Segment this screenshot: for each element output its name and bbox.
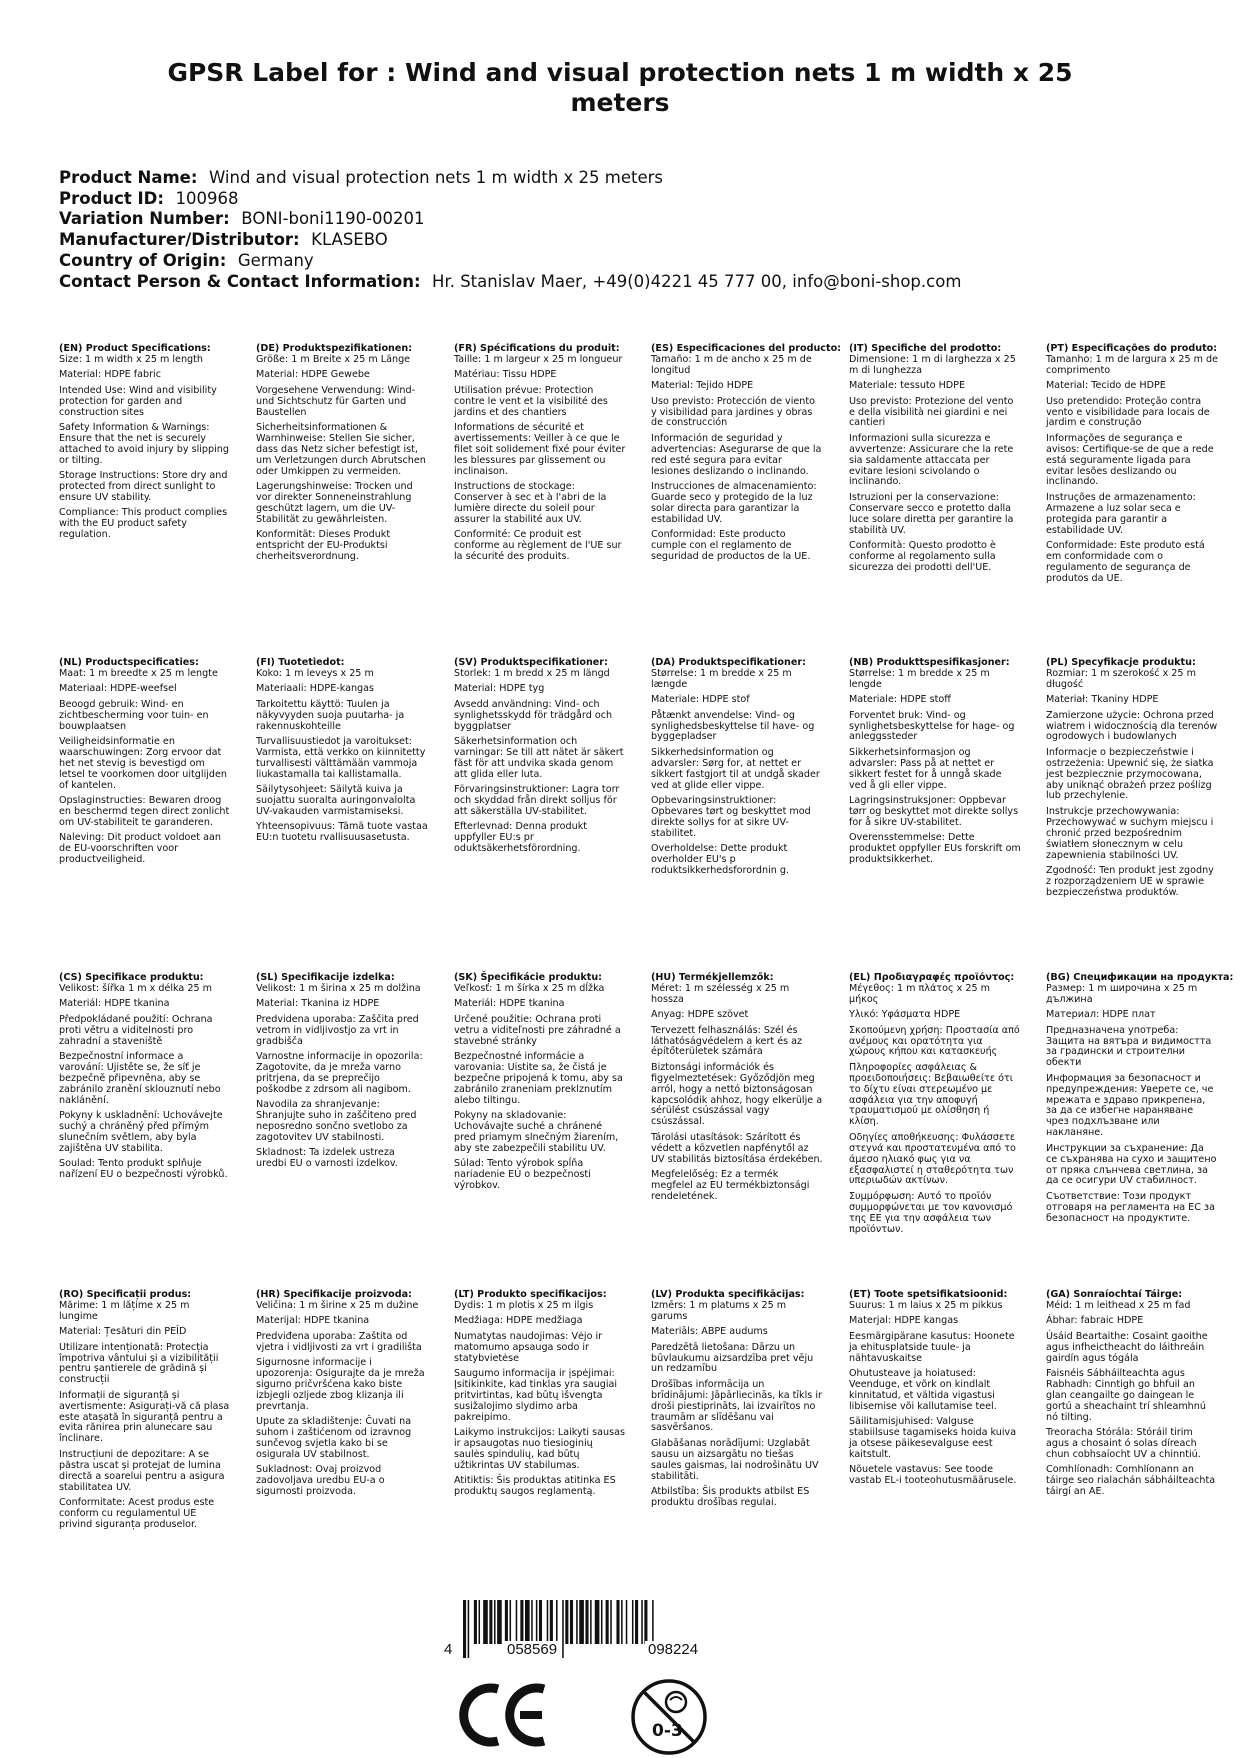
spec-paragraph: Tarkoitettu käyttö: Tuulen ja näkyvyyden suoja puutarha- ja rakennuskohteille (256, 698, 405, 732)
spec-paragraph: Suurus: 1 m laius x 25 m pikkus (849, 1299, 1003, 1311)
spec-paragraph: Dydis: 1 m plotis x 25 m ilgis (454, 1299, 594, 1311)
spec-paragraph: Rozmiar: 1 m szerokość x 25 m długość (1046, 667, 1196, 690)
spec-paragraph: Uso previsto: Protección de viento y visibilidad para jardines y obras de construcción (651, 395, 816, 429)
barcode-bar (474, 1600, 477, 1644)
spec-paragraph: Størrelse: 1 m bredde x 25 m lengde (849, 667, 990, 690)
language-heading: (SL) Specifikacije izdelka: (256, 972, 395, 983)
spec-paragraph: Turvallisuustiedot ja varoitukset: Varmista, että verkko on kiinnitetty turvallisesti välttämään vammoja liukastamalla tai kallistamalla. (256, 735, 426, 780)
barcode-bar (579, 1600, 584, 1644)
info-row (59, 272, 1199, 293)
language-heading: (GA) Sonraíochtaí Táirge: (1046, 1289, 1183, 1300)
spec-paragraph: Sicherheitsinformationen & Warnhinweise: Stellen Sie sicher, dass das Netz sicher befestigt ist, um Verletzungen durch Abrutschen oder Umkippen zu vermeiden. (256, 421, 426, 477)
spec-paragraph: Größe: 1 m Breite x 25 m Länge (256, 353, 411, 365)
language-block (256, 344, 428, 567)
barcode-bar (565, 1600, 568, 1644)
spec-paragraph: Nõuetele vastavus: See toode vastab EL-i tooteohutusmäärusele. (849, 1464, 1017, 1487)
language-block (1046, 1290, 1218, 1502)
language-heading: (EL) Προδιαγραφές προϊόντος: (849, 972, 1015, 983)
spec-paragraph: Určené použitie: Ochrana proti vetru a viditeľnosti pre záhradné a stavebné stránky (454, 1013, 621, 1047)
spec-paragraph: Οδηγίες αποθήκευσης: Φυλάσσετε στεγνά και προστατευμένα από το άμεσο ηλιακό φως για να εξασφαλιστεί η σταθερότητα των υπεριωδών ακτίνων. (849, 1131, 1016, 1187)
spec-paragraph: Sikkerhedsinformation og advarsler: Sørg for, at nettet er sikkert fastgjort til at undgå skader ved at glide eller vippe. (651, 746, 820, 791)
spec-paragraph: Numatytas naudojimas: Vėjo ir matomumo apsauga sodo ir statybvietėse (454, 1330, 603, 1364)
spec-paragraph: Sigurnosne informacije i upozorenja: Osigurajte da je mreža sigurno pričvršćena kako biste izbjegli ozljede zbog klizanja ili prevrtanja. (256, 1357, 425, 1412)
spec-paragraph: Overholdelse: Dette produkt overholder EU's p roduktsikkerhedsforordnin g. (651, 843, 790, 876)
barcode-bar (516, 1600, 518, 1644)
language-heading: (SV) Produktspecifikationer: (454, 657, 608, 668)
spec-paragraph: Tamanho: 1 m de largura x 25 m de comprimento (1046, 353, 1219, 376)
ce-mark-icon (458, 1683, 550, 1747)
spec-paragraph: Storlek: 1 m bredd x 25 m längd (454, 667, 610, 679)
info-value: Germany (237, 250, 314, 270)
barcode-bar (520, 1600, 523, 1644)
spec-paragraph: Faisnéis Sábháilteachta agus Rabhadh: Cinntigh go bhfuil an glan ceangailte go daingean le gortú a sheachaint trí shleamhnú nó tilting. (1046, 1367, 1206, 1423)
spec-paragraph: Informações de segurança e avisos: Certifique-se de que a rede está seguramente ligada para evitar lesões deslizando ou inclinando. (1046, 432, 1214, 488)
spec-paragraph: Instrucțiuni de depozitare: A se păstra uscat și protejat de lumina directă a soarelui pentru a asigura stabilitatea UV. (59, 1448, 225, 1493)
language-heading: (EN) Product Specifications: (59, 343, 211, 354)
language-heading: (IT) Specifiche del prodotto: (849, 343, 1002, 354)
spec-paragraph: Comhlíonadh: Comhlíonann an táirge seo rialachán sábháilteachta táirgí an AE. (1046, 1464, 1216, 1497)
spec-paragraph: Material: Țesături din PEÎD (59, 1326, 187, 1338)
language-block (651, 343, 842, 567)
language-block (849, 658, 1021, 870)
spec-paragraph: Upute za skladištenje: Čuvati na suhom i zaštićenom od izravnog sunčevog svjetla kako bi se osigurala UV stabilnost. (256, 1416, 412, 1460)
barcode-bar (644, 1600, 647, 1644)
language-block (256, 1290, 428, 1502)
spec-paragraph: Veličina: 1 m širine x 25 m dužine (256, 1299, 419, 1311)
spec-paragraph: Размер: 1 m широчина x 25 m дължина (1046, 982, 1198, 1005)
info-label: Manufacturer/Distributor: (59, 230, 300, 250)
barcode-bar (562, 1600, 564, 1658)
spec-paragraph: Tárolási utasítások: Szárított és védett a közvetlen napfénytől az UV stabilitás biztosítása érdekében. (651, 1131, 823, 1165)
spec-paragraph: Förvaringsinstruktioner: Lagra torr och skyddad från direkt solljus för att säkerställa UV-stabilitet. (454, 784, 620, 817)
spec-paragraph: Dimensione: 1 m di larghezza x 25 m di lunghezza (849, 353, 1016, 376)
spec-paragraph: Materiaal: HDPE-weefsel (59, 683, 177, 695)
spec-paragraph: Forventet bruk: Vind- og synlighetsbeskyttelse for hage- og anleggssteder (849, 709, 1015, 743)
spec-paragraph: Biztonsági információk és figyelmeztetések: Győződjön meg arról, hogy a nettó biztonságosan kapcsolódik ahhoz, hogy elkerülje a sérülést csúszással vagy csúszással. (651, 1061, 823, 1128)
spec-paragraph: Informazioni sulla sicurezza e avvertenze: Assicurare che la rete sia saldamente attaccata per evitare lesioni scivolando o inclinando. (849, 432, 1014, 488)
language-block (849, 1290, 1021, 1492)
spec-paragraph: Naleving: Dit product voldoet aan de EU-voorschriften voor productveiligheid. (59, 832, 221, 865)
spec-paragraph: Инструкции за съхранение: Да се съхранява на сухо и защитено от пряка слънчева светлина, за да се осигури UV стабилност. (1046, 1142, 1217, 1187)
barcode-bar (616, 1600, 619, 1644)
spec-paragraph: Méid: 1 m leithead x 25 m fad (1046, 1299, 1191, 1311)
info-label: Product Name: (59, 168, 198, 187)
language-heading: (PL) Specyfikacje produktu: (1046, 657, 1196, 668)
barcode-bar (463, 1600, 466, 1658)
language-block (651, 658, 823, 881)
product-info (59, 168, 1199, 292)
spec-paragraph: Konformität: Dieses Produkt entspricht der EU-Produktsi cherheitsverordnung. (256, 529, 391, 562)
barcode-bar (601, 1600, 603, 1644)
barcode-bar (556, 1600, 558, 1644)
spec-paragraph: Beoogd gebruik: Wind- en zichtbescherming voor tuin- en bouwplaatsen (59, 698, 209, 732)
spec-paragraph: Material: HDPE tyg (454, 683, 545, 695)
spec-paragraph: Medžiaga: HDPE medžiaga (454, 1315, 583, 1327)
info-row (59, 230, 1199, 251)
language-heading: (SK) Špecifikácie produktu: (454, 972, 603, 983)
language-block (256, 658, 428, 849)
barcode-bar (497, 1600, 502, 1644)
info-row (59, 251, 1199, 272)
spec-paragraph: Material: Tejido HDPE (651, 380, 754, 392)
spec-paragraph: Σκοπούμενη χρήση: Προστασία από ανέμους και ορατότητα για χώρους κήπου και κατασκευής (849, 1024, 1020, 1058)
spec-paragraph: Súlad: Tento výrobok spĺňa nariadenie EÚ o bezpečnosti výrobkov. (454, 1158, 591, 1191)
spec-paragraph: Utilizare intenționată: Protecția împotriva vântului și a vizibilității pentru șantierele de grădină și construcții (59, 1341, 219, 1386)
spec-paragraph: Drošības informācija un brīdinājumi: Jāpārliecinās, ka tīkls ir droši piestiprināts, lai izvairītos no traumām ar slīdēšanu vai sasvēršanos. (651, 1378, 822, 1434)
language-block (59, 658, 231, 870)
spec-paragraph: Sikkerhetsinformasjon og advarsler: Pass på at nettet er sikkert festet for å unngå skade ved å gli eller vippe. (849, 746, 1002, 791)
spec-paragraph: Megfelelőség: Ez a termék megfelel az EU termékbiztonsági rendeletének. (651, 1169, 810, 1202)
spec-paragraph: Soulad: Tento produkt splňuje nařízení EU o bezpečnosti výrobků. (59, 1158, 228, 1180)
barcode-bar (610, 1600, 612, 1644)
language-block (454, 658, 626, 860)
spec-paragraph: Πληροφορίες ασφάλειας & προειδοποιήσεις: Βεβαιωθείτε ότι το δίχτυ είναι στερεωμένο με ασφάλεια για την αποφυγή τραυματισμού με ολίσθηση ή κλίση. (849, 1061, 1014, 1128)
language-heading: (NL) Productspecificaties: (59, 657, 199, 668)
spec-paragraph: Zamierzone użycie: Ochrona przed wiatrem i widocznością dla terenów ogrodowych i budowlanych (1046, 709, 1218, 743)
spec-paragraph: Paredzētā lietošana: Dārzu un būvlaukumu aizsardzība pret vēju un redzamību (651, 1341, 814, 1375)
spec-paragraph: Tervezett felhasználás: Szél és láthatóságvédelem a kert és az építőterületek számára (651, 1024, 803, 1058)
barcode-bar (590, 1600, 592, 1644)
spec-paragraph: Информация за безопасност и предупреждения: Уверете се, че мрежата е здраво прикрепена, за да се избегне нараняване чрез подхлъзване или накланяне. (1046, 1072, 1214, 1139)
spec-paragraph: Material: HDPE Gewebe (256, 369, 370, 381)
language-heading: (CS) Specifikace produktu: (59, 972, 204, 983)
spec-paragraph: Uso pretendido: Proteção contra vento e visibilidade para locais de jardim e construção (1046, 395, 1210, 429)
spec-paragraph: Navodila za shranjevanje: Shranjujte suho in zaščiteno pred neposredno sončno svetlobo za zagotovitev UV stabilnosti. (256, 1099, 417, 1143)
language-block (256, 973, 428, 1175)
spec-paragraph: Veiligheidsinformatie en waarschuwingen: Zorg ervoor dat het net stevig is bevestigd om letsel te voorkomen door uitglijden of kantelen. (59, 735, 227, 791)
language-block (59, 1290, 231, 1535)
info-value: Wind and visual protection nets 1 m width x 25 meters (208, 168, 664, 187)
spec-paragraph: Vorgesehene Verwendung: Wind- und Sichtschutz für Garten und Baustellen (256, 384, 416, 418)
spec-paragraph: Méret: 1 m szélesség x 25 m hossza (651, 982, 790, 1005)
age-label: 0-3 (652, 1721, 683, 1741)
spec-paragraph: Materiał: Tkaniny HDPE (1046, 694, 1159, 706)
spec-paragraph: Predvidena uporaba: Zaščita pred vetrom in vidljivostjo za vrt in gradbišča (256, 1013, 419, 1047)
spec-paragraph: Conformidad: Este producto cumple con el reglamento de seguridad de productos de la UE. (651, 529, 811, 562)
spec-paragraph: Materiál: HDPE tkanina (454, 998, 565, 1010)
info-label: Country of Origin: (59, 250, 227, 270)
info-label: Product ID: (59, 188, 164, 208)
spec-paragraph: Maat: 1 m breedte x 25 m lengte (59, 667, 218, 679)
barcode-bar (606, 1600, 609, 1644)
language-heading: (NB) Produkttspesifikasjoner: (849, 657, 1010, 668)
spec-paragraph: Opslaginstructies: Bewaren droog en beschermd tegen direct zonlicht om UV-stabiliteit te garanderen. (59, 794, 230, 828)
info-label: Variation Number: (59, 209, 230, 229)
spec-paragraph: Säkerhetsinformation och varningar: Se till att nätet är säkert fäst för att undvika skada genom att glida eller luta. (454, 735, 624, 780)
spec-paragraph: Matériau: Tissu HDPE (454, 369, 557, 381)
language-heading: (ET) Toote spetsifikatsioonid: (849, 1289, 1008, 1300)
barcode-bar (632, 1600, 634, 1644)
barcode-bar (510, 1600, 512, 1644)
language-heading: (FR) Spécifications du produit: (454, 343, 620, 354)
spec-paragraph: Úsáid Beartaithe: Cosaint gaoithe agus infheictheacht do láithreáin gairdín agus tógála (1046, 1330, 1208, 1364)
language-heading: (LT) Produkto specifikacijos: (454, 1289, 607, 1300)
language-block (454, 1290, 626, 1502)
spec-paragraph: Påtænkt anvendelse: Vind- og synlighedsbeskyttelse til have- og byggepladser (651, 709, 815, 743)
spec-paragraph: Utilisation prévue: Protection contre le vent et la visibilité des jardins et des chantiers (454, 384, 608, 418)
language-block (1046, 344, 1218, 589)
spec-paragraph: Predviđena uporaba: Zaštita od vjetra i vidljivosti za vrt i gradilišta (256, 1330, 422, 1353)
spec-paragraph: Veľkosť: 1 m šírka x 25 m dĺžka (454, 982, 605, 994)
spec-paragraph: Instructions de stockage: Conserver à sec et à l'abri de la lumière directe du soleil pour assurer la stabilité aux UV. (454, 480, 607, 525)
barcode-bar (525, 1600, 530, 1644)
spec-paragraph: Υλικό: Υφάσματα HDPE (849, 1009, 961, 1021)
language-heading: (RO) Specificații produs: (59, 1289, 192, 1300)
spec-paragraph: Tamaño: 1 m de ancho x 25 m de longitud (651, 353, 812, 376)
spec-paragraph: Varnostne informacije in opozorila: Zagotovite, da je mreža varno pritrjena, da se preprečijo poškodbe z zdrsom ali nagibom. (256, 1050, 423, 1095)
spec-paragraph: Conformitate: Acest produs este conform cu regulamentul UE privind siguranța produselor. (59, 1496, 215, 1530)
language-heading: (BG) Спецификации на продукта: (1046, 972, 1234, 983)
spec-paragraph: Предназначена употреба: Защита на вятъра и видимостта за градински и строителни обекти (1046, 1024, 1212, 1069)
language-heading: (ES) Especificaciones del producto: (651, 343, 842, 354)
barcode-bar (479, 1600, 481, 1644)
language-block (59, 344, 231, 546)
spec-paragraph: Intended Use: Wind and visibility protection for garden and construction sites (59, 384, 217, 418)
spec-paragraph: Conformidade: Este produto está em conformidade com o regulamento de segurança de produtos da UE. (1046, 540, 1205, 584)
language-block (849, 344, 1021, 578)
spec-paragraph: Säilitamisjuhised: Valguse stabiilsuse tagamiseks hoida kuiva ja otsese päikesevalguse eest kaitstult. (849, 1416, 1017, 1460)
spec-paragraph: Información de seguridad y advertencias: Asegurarse de que la red esté segura para evitar lesiones deslizando o inclinando. (651, 432, 822, 477)
spec-paragraph: Lagringsinstruksjoner: Oppbevar tørr og beskyttet mot direkte sollys for å sikre UV-stabilitet. (849, 794, 1019, 828)
language-heading: (HR) Specifikacije proizvoda: (256, 1289, 412, 1300)
spec-paragraph: Informații de siguranță și avertismente: Asigurați-vă că plasa este atașată în siguranță pentru a evita rănirea prin alunecare sau înclinare. (59, 1389, 230, 1445)
language-block (1046, 658, 1218, 903)
spec-paragraph: Съответствие: Този продукт отговаря на регламента на ЕС за безопасност на продуктите. (1046, 1190, 1215, 1224)
spec-paragraph: Størrelse: 1 m bredde x 25 m længde (651, 667, 792, 690)
spec-paragraph: Materiál: HDPE tkanina (59, 998, 170, 1010)
language-block (59, 973, 231, 1185)
spec-paragraph: Istruzioni per la conservazione: Conservare secco e protetto dalla luce solare diretta per garantire la stabilità UV. (849, 491, 1014, 536)
barcode-digit-prefix: 4 (441, 1641, 455, 1658)
language-block (651, 1290, 823, 1513)
page-title: GPSR Label for : Wind and visual protection nets 1 m width x 25 meters (167, 58, 1073, 117)
spec-paragraph: Ohutusteave ja hoiatused: Veenduge, et võrk on kindlalt kinnitatud, et vältida vigastusi libisemise või kallutamise teel. (849, 1367, 997, 1412)
spec-paragraph: Anyag: HDPE szövet (651, 1009, 749, 1021)
info-row (59, 189, 1199, 210)
info-value: Hr. Stanislav Maer, +49(0)4221 45 777 00, info@boni-shop.com (432, 271, 962, 291)
spec-paragraph: Materjal: HDPE kangas (849, 1315, 959, 1327)
spec-paragraph: Materijal: HDPE tkanina (256, 1315, 370, 1327)
spec-paragraph: Zgodność: Ten produkt jest zgodny z rozporządzeniem UE w sprawie bezpieczeństwa produktów. (1046, 864, 1214, 898)
spec-paragraph: Mărime: 1 m lățime x 25 m lungime (59, 1299, 190, 1322)
spec-paragraph: Overensstemmelse: Dette produktet oppfyller EUs forskrift om produktsikkerhet. (849, 832, 1021, 865)
barcode-bar (483, 1600, 488, 1644)
info-row (59, 168, 1199, 189)
language-block (454, 344, 626, 567)
spec-paragraph: Μέγεθος: 1 m πλάτος x 25 m μήκος (849, 982, 990, 1005)
spec-paragraph: Bezpečnostní informace a varování: Ujistěte se, že síť je bezpečně připevněna, aby se zabránilo zranění sklouznutí nebo naklánění. (59, 1050, 221, 1106)
spec-paragraph: Pokyny k uskladnění: Uchovávejte suchý a chráněný před přímým slunečním světlem, aby byla zajištěna UV stabilita. (59, 1109, 223, 1154)
spec-paragraph: Předpokládané použití: Ochrana proti větru a viditelnosti pro zahradní a staveniště (59, 1013, 213, 1047)
barcode-bar (536, 1600, 538, 1644)
barcode-bar (576, 1600, 578, 1644)
language-heading: (HU) Termékjellemzők: (651, 972, 774, 983)
barcode-bar (550, 1600, 553, 1644)
barcode-bar (626, 1600, 628, 1644)
spec-paragraph: Materiale: HDPE stoff (849, 694, 951, 706)
spec-paragraph: Informations de sécurité et avertissements: Veiller à ce que le filet soit solidement fixé pour éviter les blessures par glissement ou inclinaison. (454, 421, 626, 477)
info-value: BONI-boni1190-00201 (241, 209, 425, 229)
barcode-bar (468, 1600, 470, 1658)
spec-paragraph: Material: Tecido de HDPE (1046, 380, 1166, 392)
spec-paragraph: Laikymo instrukcijos: Laikyti sausas ir apsaugotas nuo tiesioginių saulės spindulių, kad būtų užtikrintas UV stabilumas. (454, 1426, 625, 1471)
barcode-bar (595, 1600, 600, 1644)
info-label: Contact Person & Contact Information: (59, 271, 421, 291)
spec-paragraph: Avsedd användning: Vind- och synlighetsskydd för trädgård och byggplatser (454, 698, 613, 732)
spec-paragraph: Velikost: šířka 1 m x délka 25 m (59, 982, 212, 994)
spec-paragraph: Velikost: 1 m širina x 25 m dolžina (256, 982, 421, 994)
spec-paragraph: Saugumo informacija ir įspėjimai: Įsitikinkite, kad tinklas yra saugiai pritvirtintas, kad būtų išvengta susižalojimo slydimo arba pakreipimo. (454, 1367, 618, 1423)
spec-paragraph: Conformità: Questo prodotto è conforme al regolamento sulla sicurezza dei prodotti dell'UE. (849, 540, 996, 573)
spec-paragraph: Conformité: Ce produit est conforme au règlement de l'UE sur la sécurité des produits. (454, 529, 622, 562)
spec-paragraph: Ábhar: fabraic HDPE (1046, 1315, 1144, 1327)
spec-paragraph: Atbilstība: Šis produkts atbilst ES produktu drošības regulai. (651, 1486, 810, 1508)
language-heading: (DA) Produktspecifikationer: (651, 657, 806, 668)
barcode-digits-left: 058569 (504, 1641, 560, 1658)
spec-paragraph: Material: HDPE fabric (59, 369, 161, 381)
spec-paragraph: Uso previsto: Protezione del vento e della visibilità nei giardini e nei cantieri (849, 395, 1014, 429)
spec-paragraph: Materiale: tessuto HDPE (849, 380, 966, 392)
barcode-bar (505, 1600, 508, 1644)
barcode-bar (641, 1600, 643, 1644)
spec-paragraph: Efterlevnad: Denna produkt uppfyller EU:s pr oduktsäkerhetsförordning. (454, 821, 588, 855)
spec-paragraph: Instrukcje przechowywania: Przechowywać w suchym miejscu i chronić przed bezpośrednim światłem słonecznym w celu zapewnienia stabilności UV. (1046, 805, 1214, 861)
spec-paragraph: Eesmärgipärane kasutus: Hoonete ja ehitusplatside tuule- ja nähtavuskaitse (849, 1330, 1015, 1364)
spec-paragraph: Yhteensopivuus: Tämä tuote vastaa EU:n tuotetu rvallisuusasetusta. (256, 821, 428, 844)
spec-paragraph: Compliance: This product complies with the EU product safety regulation. (59, 507, 228, 541)
language-block (651, 973, 823, 1207)
spec-paragraph: Size: 1 m width x 25 m length (59, 353, 203, 365)
spec-paragraph: Materiāls: ABPE audums (651, 1326, 768, 1338)
barcode-bar (539, 1600, 542, 1644)
barcode-bar (585, 1600, 588, 1644)
spec-paragraph: Материал: HDPE плат (1046, 1009, 1156, 1021)
language-block (849, 973, 1021, 1240)
language-block (1046, 972, 1234, 1229)
info-value: 100968 (175, 188, 239, 208)
spec-paragraph: Bezpečnostné informácie a varovania: Uistite sa, že čistá je bezpečne pripojená k tomu, aby sa zabránilo zraneniam preklznutím alebo tiltingu. (454, 1050, 623, 1106)
not-suitable-under-3-icon (628, 1676, 710, 1758)
barcode-bar (547, 1600, 549, 1644)
spec-paragraph: Instrucciones de almacenamiento: Guarde seco y protegido de la luz solar directa para garantizar la estabilidad UV. (651, 480, 817, 525)
language-heading: (LV) Produkta specifikācijas: (651, 1289, 805, 1300)
language-block (454, 973, 626, 1196)
barcode-bar (494, 1600, 496, 1644)
spec-paragraph: Συμμόρφωση: Αυτό το προϊόν συμμορφώνεται με τον κανονισμό της ΕΕ για την ασφάλεια των προϊόντων. (849, 1190, 1013, 1235)
spec-paragraph: Skladnost: Ta izdelek ustreza uredbi EU o varnosti izdelkov. (256, 1147, 398, 1170)
barcode-bar (635, 1600, 638, 1644)
barcode-bar (570, 1600, 573, 1644)
barcode-bar (531, 1600, 533, 1644)
spec-paragraph: Materiaali: HDPE-kangas (256, 683, 375, 695)
spec-paragraph: Lagerungshinweise: Trocken und vor direkter Sonneneinstrahlung geschützt lagern, um die UV-Stabilität zu gewährleisten. (256, 480, 413, 525)
spec-paragraph: Storage Instructions: Store dry and protected from direct sunlight to ensure UV stability. (59, 470, 228, 503)
spec-paragraph: Säilytysohjeet: Säilytä kuiva ja suojattu suoralta auringonvalolta UV-vakauden varmistamiseksi. (256, 784, 416, 817)
spec-paragraph: Atitiktis: Šis produktas atitinka ES produktų saugos reglamentą. (454, 1475, 616, 1497)
info-value: KLASEBO (311, 230, 388, 250)
spec-paragraph: Safety Information & Warnings: Ensure that the net is securely attached to avoid injury by slipping or tilting. (59, 421, 229, 466)
language-heading: (DE) Produktspezifikationen: (256, 343, 413, 354)
spec-paragraph: Instruções de armazenamento: Armazene a luz solar seca e protegida para garantir a estabilidade UV. (1046, 491, 1196, 536)
spec-paragraph: Material: Tkanina iz HDPE (256, 998, 380, 1010)
spec-paragraph: Treoracha Stórála: Stóráil tirim agus a chosaint ó solas díreach chun cobhsaíocht UV a chinntiú. (1046, 1426, 1201, 1460)
spec-paragraph: Glabāšanas norādījumi: Uzglabāt sausu un aizsargātu no tiešas saules gaismas, lai nodrošinātu UV stabilitāti. (651, 1437, 819, 1482)
spec-paragraph: Materiale: HDPE stof (651, 694, 750, 706)
spec-paragraph: Pokyny na skladovanie: Uchovávajte suché a chránené pred priamym slnečným žiarením, aby ste zabezpečili stabilitu UV. (454, 1109, 619, 1154)
spec-paragraph: Taille: 1 m largeur x 25 m longueur (454, 353, 623, 365)
barcode-digits-right: 098224 (645, 1641, 701, 1658)
barcode-bar (621, 1600, 623, 1644)
language-heading: (PT) Especificações do produto: (1046, 343, 1218, 354)
spec-paragraph: Opbevaringsinstruktioner: Opbevares tørt og beskyttet mod direkte sollys for at sikre UV-stabilitet. (651, 794, 811, 839)
spec-paragraph: Izmērs: 1 m platums x 25 m garums (651, 1299, 787, 1322)
spec-paragraph: Informacje o bezpieczeństwie i ostrzeżenia: Upewnić się, że siatka jest bezpiecznie przymocowana, aby uniknąć obrażeń przez poślizg lub przechylenie. (1046, 746, 1214, 802)
info-row (59, 209, 1199, 230)
barcode-bar (489, 1600, 492, 1644)
language-heading: (FI) Tuotetiedot: (256, 657, 345, 668)
spec-paragraph: Koko: 1 m leveys x 25 m (256, 667, 374, 679)
spec-paragraph: Sukladnost: Ovaj proizvod zadovoljava uredbu EU-a o sigurnosti proizvoda. (256, 1464, 385, 1497)
